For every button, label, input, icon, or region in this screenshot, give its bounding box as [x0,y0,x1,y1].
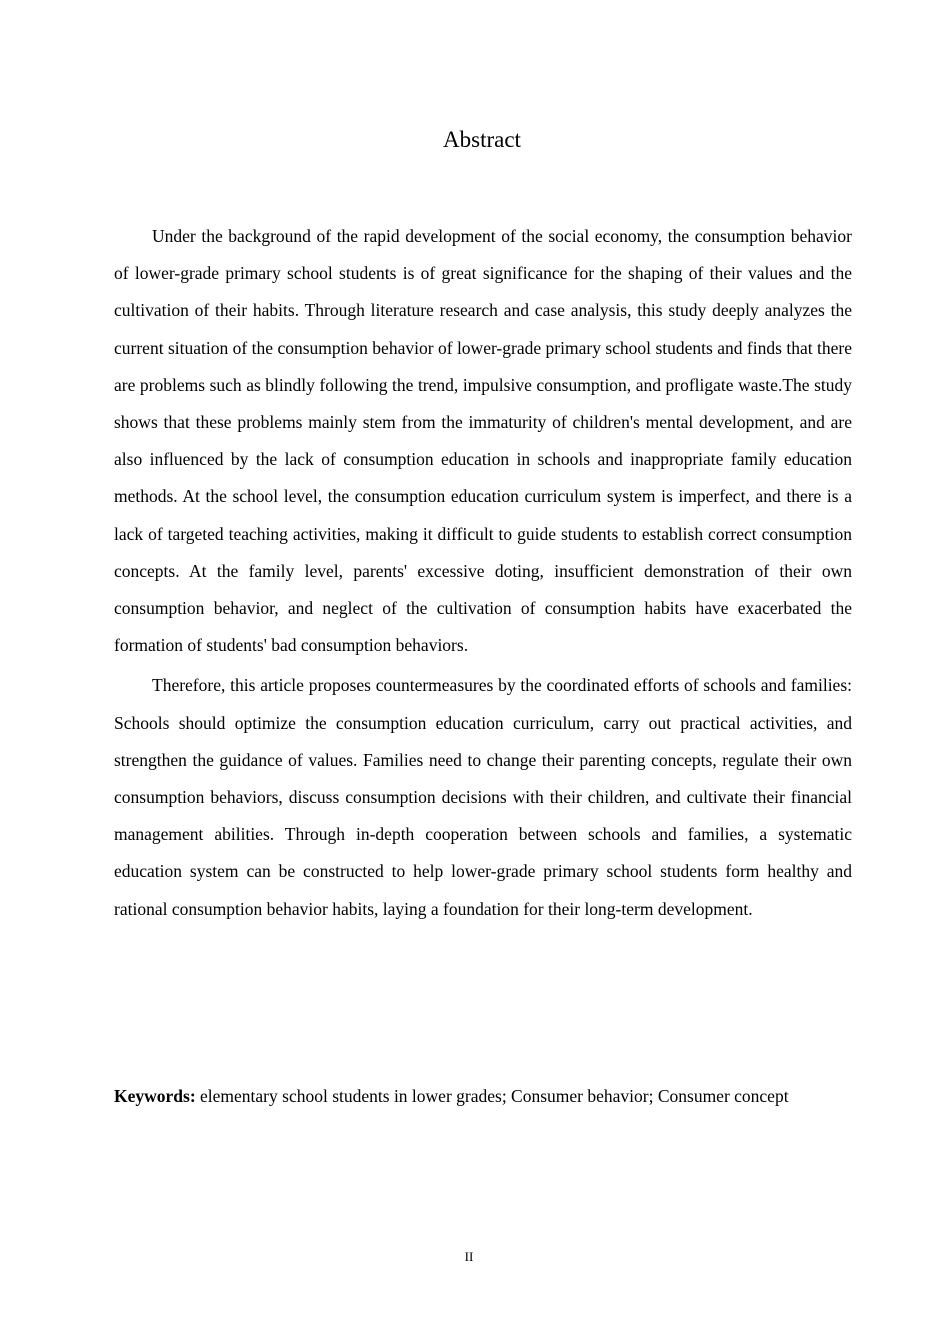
abstract-title: Abstract [443,127,521,152]
keywords-line [114,1078,852,1114]
keywords-label: Keywords: [114,1086,196,1106]
abstract-paragraph-2: Therefore, this article proposes countermeasures by the coordinated efforts of schools and families: Schools should optimize the consumption education curriculum, carry out practical activities, and strengthen the guidance of values. Families need to change their parenting concepts, regulate their own consumption behaviors, discuss consumption decisions with their children, and cultivate their financial management abilities. Through in-depth cooperation between schools and families, a systematic education system can be constructed to help lower-grade primary school students form healthy and rational consumption behavior habits, laying a foundation for their long-term development. [114,675,852,919]
page-number: II [464,1249,474,1264]
abstract-paragraph-1: Under the background of the rapid development of the social economy, the consumption behavior of lower-grade primary school students is of great significance for the shaping of their values and the cultivation of their habits. Through literature research and case analysis, this study deeply analyzes the current situation of the consumption behavior of lower-grade primary school students and finds that there are problems such as blindly following the trend, impulsive consumption, and profligate waste.The study shows that these problems mainly stem from the immaturity of children's mental development, and are also influenced by the lack of consumption education in schools and inappropriate family education methods. At the school level, the consumption education curriculum system is imperfect, and there is a lack of targeted teaching activities, making it difficult to guide students to establish correct consumption concepts. At the family level, parents' excessive doting, insufficient demonstration of their own consumption behavior, and neglect of the cultivation of consumption habits have exacerbated the formation of students' bad consumption behaviors. [114,226,852,656]
keywords-text: elementary school students in lower grades; Consumer behavior; Consumer concept [200,1086,789,1106]
abstract-body [114,218,852,931]
